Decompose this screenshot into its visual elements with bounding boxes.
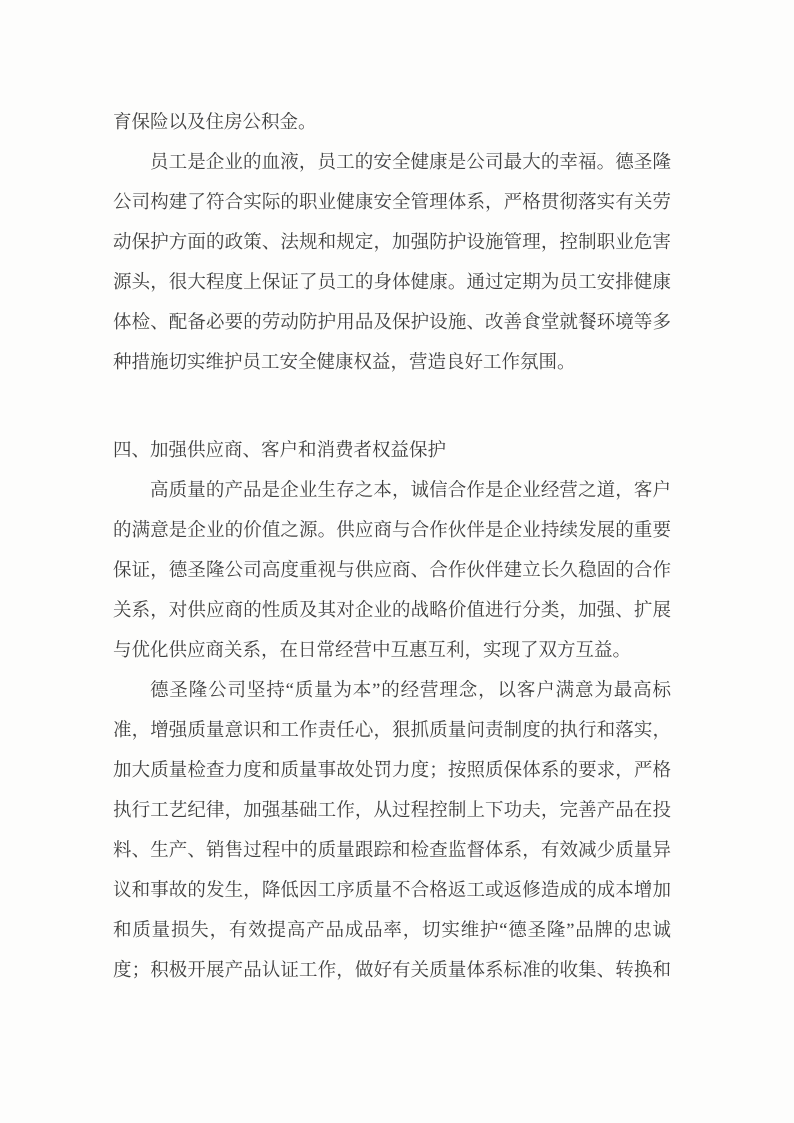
text-line: 动保护方面的政策、法规和规定，加强防护设施管理，控制职业危害 bbox=[113, 233, 671, 253]
text-line: 议和事故的发生，降低因工序质量不合格返工或返修造成的成本增加 bbox=[113, 881, 671, 901]
text-line: 与优化供应商关系，在日常经营中互惠互利，实现了双方互益。 bbox=[113, 641, 632, 661]
text-line: 体检、配备必要的劳动防护用品及保护设施、改善食堂就餐环境等多 bbox=[113, 313, 671, 333]
text-line: 公司构建了符合实际的职业健康安全管理体系，严格贯彻落实有关劳 bbox=[113, 193, 671, 213]
text-line: 高质量的产品是企业生存之本，诚信合作是企业经营之道，客户 bbox=[150, 481, 671, 501]
text-line: 源头，很大程度上保证了员工的身体健康。通过定期为员工安排健康 bbox=[113, 273, 671, 293]
section-heading: 四、加强供应商、客户和消费者权益保护 bbox=[113, 441, 447, 461]
text-line: 度；积极开展产品认证工作，做好有关质量体系标准的收集、转换和 bbox=[113, 961, 671, 981]
text-line: 料、生产、销售过程中的质量跟踪和检查监督体系，有效减少质量异 bbox=[113, 841, 671, 861]
text-line: 加大质量检查力度和质量事故处罚力度；按照质保体系的要求，严格 bbox=[113, 761, 671, 781]
paragraph-supplier-relations bbox=[113, 471, 671, 671]
text-line: 保证，德圣隆公司高度重视与供应商、合作伙伴建立长久稳固的合作 bbox=[113, 561, 671, 581]
text-line: 德圣隆公司坚持“质量为本”的经营理念，以客户满意为最高标 bbox=[150, 681, 671, 701]
text-line: 和质量损失，有效提高产品成品率，切实维护“德圣隆”品牌的忠诚 bbox=[113, 921, 671, 941]
text-line: 员工是企业的血液，员工的安全健康是公司最大的幸福。德圣隆 bbox=[150, 153, 671, 173]
text-line: 准，增强质量意识和工作责任心，狠抓质量问责制度的执行和落实， bbox=[113, 721, 671, 741]
text-line: 种措施切实维护员工安全健康权益，营造良好工作氛围。 bbox=[113, 353, 576, 373]
paragraph-quality-management bbox=[113, 671, 671, 991]
document-content bbox=[113, 103, 671, 991]
text-line: 育保险以及住房公积金。 bbox=[113, 113, 317, 133]
text-line: 关系，对供应商的性质及其对企业的战略价值进行分类，加强、扩展 bbox=[113, 601, 671, 621]
text-line: 执行工艺纪律，加强基础工作，从过程控制上下功夫，完善产品在投 bbox=[113, 801, 671, 821]
text-line: 的满意是企业的价值之源。供应商与合作伙伴是企业持续发展的重要 bbox=[113, 521, 671, 541]
paragraph-continuation bbox=[113, 103, 671, 143]
paragraph-employee-health bbox=[113, 143, 671, 383]
